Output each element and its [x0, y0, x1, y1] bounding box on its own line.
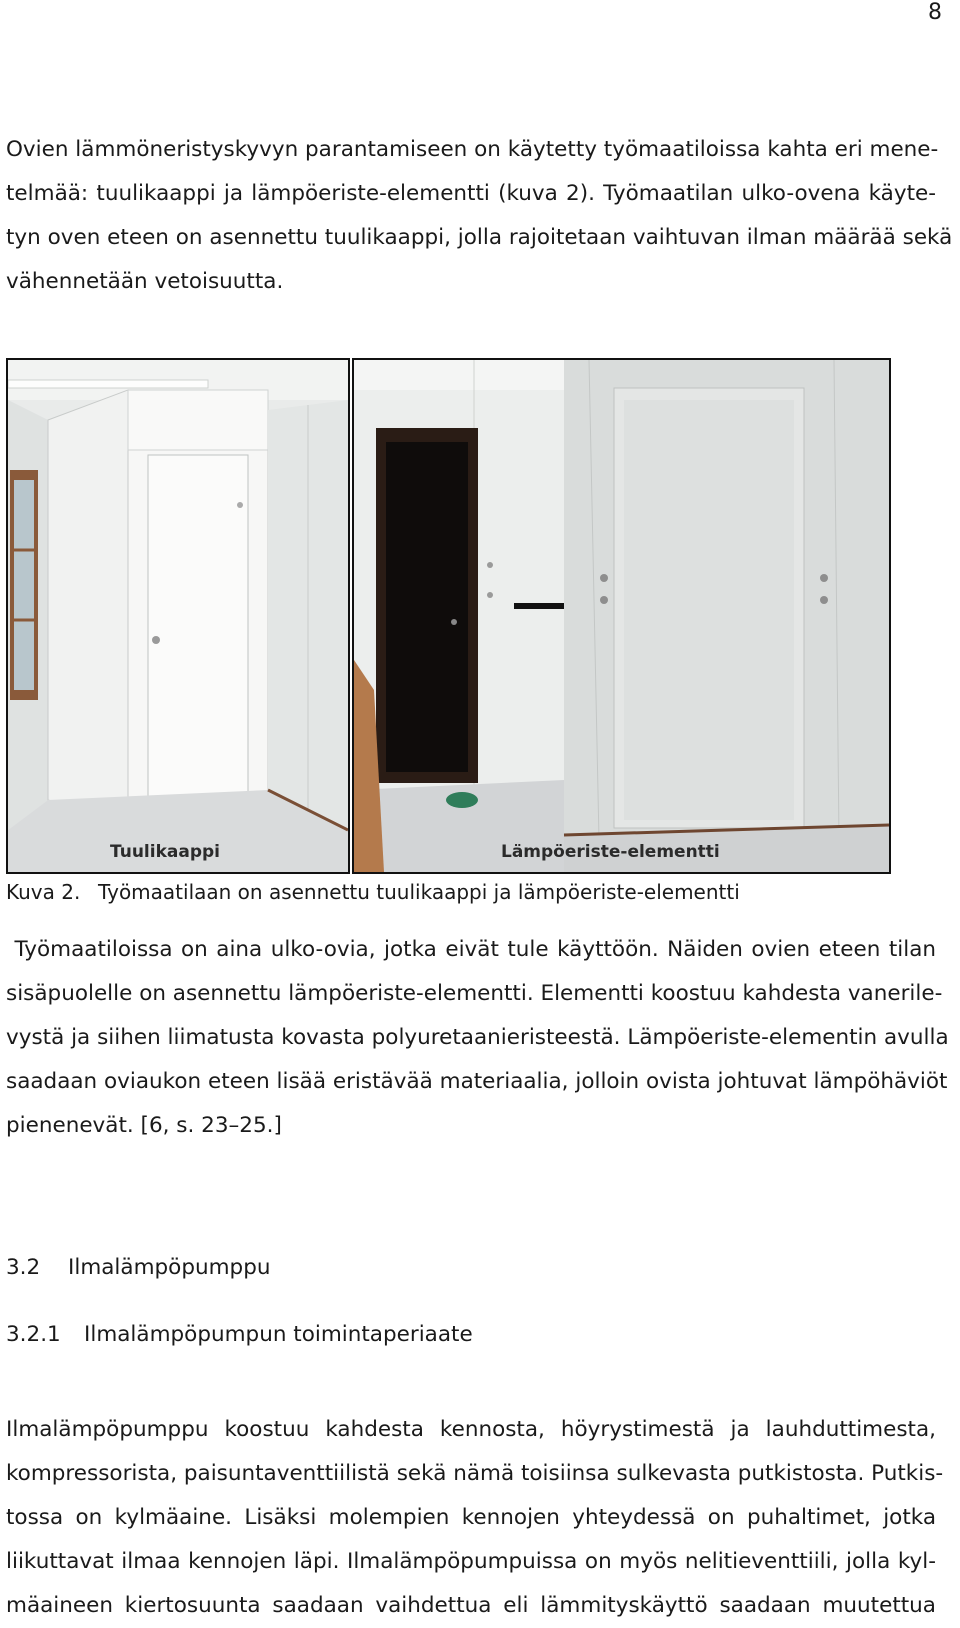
subsection-heading: [6, 1322, 473, 1347]
lampoeriste-label: Lämpöeriste-elementti: [501, 842, 720, 862]
figure-caption: [6, 880, 740, 904]
text-line: telmää: tuulikaappi ja lämpöeriste-elementti (kuva 2). Työmaatilan ulko-ovena käyte-: [6, 181, 936, 206]
text-line: mäaineen kiertosuunta saadaan vaihdettua eli lämmityskäyttö saadaan muutettua: [6, 1593, 936, 1618]
text-line: Ilmalämpöpumppu koostuu kahdesta kennosta, höyrystimestä ja lauhduttimesta,: [6, 1417, 936, 1442]
text-line: Työmaatiloissa on aina ulko-ovia, jotka eivät tule käyttöön. Näiden ovien eteen tilan: [6, 937, 936, 962]
text-line: tyn oven eteen on asennettu tuulikaappi, jolla rajoitetaan vaihtuvan ilman määrää sekä: [6, 225, 953, 250]
page-number: 8: [928, 0, 942, 25]
text-line: pienenevät. [6, s. 23–25.]: [6, 1113, 282, 1138]
caption-text: Työmaatilaan on asennettu tuulikaappi ja lämpöeriste-elementti: [98, 880, 740, 904]
text-line: saadaan oviaukon eteen lisää eristävää materiaalia, jolloin ovista johtuvat lämpöhäviöt: [6, 1069, 948, 1094]
text-line: Ovien lämmöneristyskyvyn parantamiseen on käytetty työmaatiloissa kahta eri mene-: [6, 137, 939, 162]
lampoeriste-image: [354, 360, 889, 872]
text-line: kompressorista, paisuntaventtiilistä sekä nämä toisiinsa sulkevasta putkistosta. Putkis-: [6, 1461, 944, 1486]
caption-number: Kuva 2.: [6, 880, 81, 904]
photo-tuulikaappi: [6, 358, 350, 874]
photo-lampoeriste-elementti: [352, 358, 891, 874]
text-line: liikuttavat ilmaa kennojen läpi. Ilmalämpöpumpuissa on myös nelitieventtiili, jolla kyl-: [6, 1549, 936, 1574]
tuulikaappi-label: Tuulikaappi: [110, 842, 221, 862]
subsection-number: 3.2.1: [6, 1322, 61, 1347]
paragraph-insulation: [6, 928, 949, 1148]
tuulikaappi-image: [8, 360, 348, 872]
paragraph-heat-pump: [6, 1408, 944, 1628]
section-number: 3.2: [6, 1255, 41, 1280]
text-line: vähennetään vetoisuutta.: [6, 269, 284, 294]
text-line: vystä ja siihen liimatusta kovasta polyuretaanieristeestä. Lämpöeriste-elementin avulla: [6, 1025, 949, 1050]
section-title: Ilmalämpöpumppu: [68, 1255, 271, 1280]
subsection-title: Ilmalämpöpumpun toimintaperiaate: [84, 1322, 473, 1347]
text-line: sisäpuolelle on asennettu lämpöeriste-elementti. Elementti koostuu kahdesta vanerile-: [6, 981, 943, 1006]
intro-paragraph: [6, 128, 953, 304]
section-heading: [6, 1255, 270, 1280]
text-line: tossa on kylmäaine. Lisäksi molempien kennojen yhteydessä on puhaltimet, jotka: [6, 1505, 936, 1530]
